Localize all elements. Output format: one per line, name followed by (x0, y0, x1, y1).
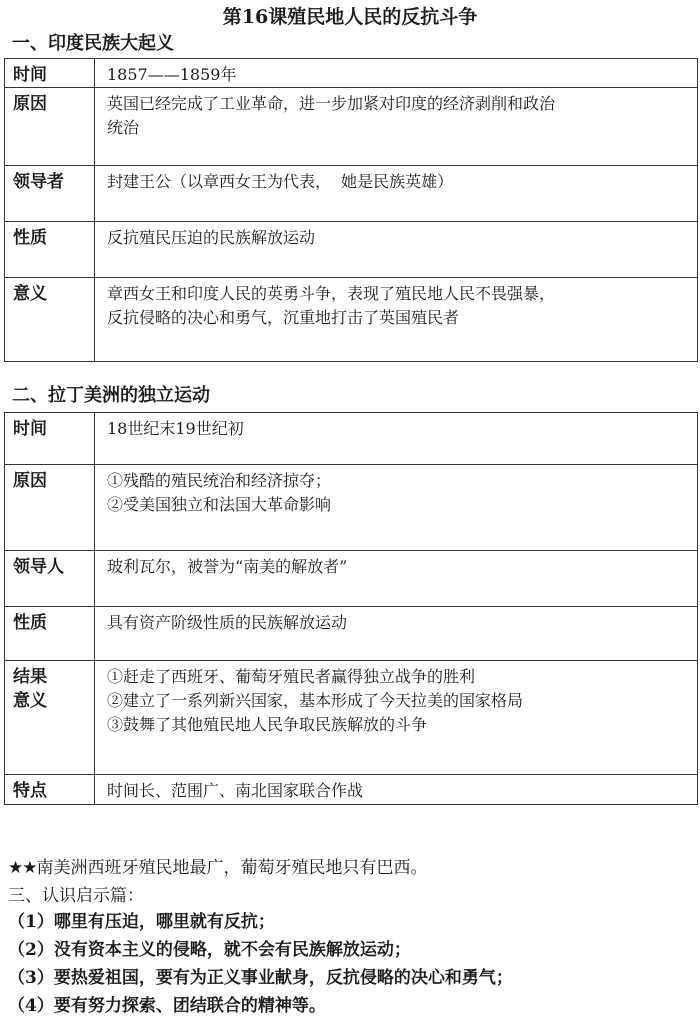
table-row (5, 88, 698, 166)
row-value-cause: ①残酷的殖民统治和经济掠夺； ②受美国独立和法国大革命影响 (95, 465, 698, 551)
latin-america-table (4, 412, 698, 805)
row-value-nature: 反抗殖民压迫的民族解放运动 (95, 222, 698, 278)
india-uprising-table (4, 58, 698, 362)
table-row (5, 661, 698, 775)
table-row (5, 222, 698, 278)
row-value-time: 1857——1859年 (95, 59, 698, 88)
star-icon: ★★ (8, 858, 37, 878)
row-value-time: 18世纪末19世纪初 (95, 413, 698, 465)
row-key-cause: 原因 (5, 465, 95, 551)
row-key-leader: 领导人 (5, 551, 95, 607)
row-key-nature: 性质 (5, 607, 95, 661)
row-value-significance: 章西女王和印度人民的英勇斗争，表现了殖民地人民不畏强暴， 反抗侵略的决心和勇气，沉重地打击了英国殖民者 (95, 278, 698, 362)
row-key-result-significance: 结果 意义 (5, 661, 95, 775)
row-value-features: 时间长、范围广、南北国家联合作战 (95, 775, 698, 805)
page-title: 第16课殖民地人民的反抗斗争 (222, 6, 478, 28)
table-row (5, 551, 698, 607)
row-value-cause: 英国已经完成了工业革命，进一步加紧对印度的经济剥削和政治 统治 (95, 88, 698, 166)
row-value-leader: 封建王公（以章西女王为代表， 她是民族英雄） (95, 166, 698, 222)
row-key-time: 时间 (5, 59, 95, 88)
table-row (5, 775, 698, 805)
row-value-leader: 玻利瓦尔，被誉为“南美的解放者” (95, 551, 698, 607)
insight-item-1: （1）哪里有压迫，哪里就有反抗； (8, 912, 275, 932)
section-1-heading: 一、印度民族大起义 (12, 33, 174, 54)
row-key-leader: 领导者 (5, 166, 95, 222)
insight-item-4: （4）要有努力探索、团结联合的精神等。 (8, 996, 326, 1016)
row-value-nature: 具有资产阶级性质的民族解放运动 (95, 607, 698, 661)
row-key-nature: 性质 (5, 222, 95, 278)
table-row (5, 465, 698, 551)
section-3-heading: 三、认识启示篇： (8, 886, 144, 906)
insight-item-3: （3）要热爱祖国，要有为正义事业献身，反抗侵略的决心和勇气； (8, 968, 513, 988)
table-row (5, 278, 698, 362)
row-key-time: 时间 (5, 413, 95, 465)
insight-item-2: （2）没有资本主义的侵略，就不会有民族解放运动； (8, 940, 411, 960)
row-key-cause: 原因 (5, 88, 95, 166)
table-row (5, 607, 698, 661)
star-note-text: 南美洲西班牙殖民地最广，葡萄牙殖民地只有巴西。 (36, 858, 428, 878)
row-value-result-significance: ①赶走了西班牙、葡萄牙殖民者赢得独立战争的胜利 ②建立了一系列新兴国家，基本形成了今天拉美的国家格局 ③鼓舞了其他殖民地人民争取民族解放的斗争 (95, 661, 698, 775)
table-row (5, 413, 698, 465)
table-row (5, 166, 698, 222)
section-2-heading: 二、拉丁美洲的独立运动 (12, 385, 210, 406)
star-note (8, 856, 694, 880)
table-row (5, 59, 698, 88)
row-key-features: 特点 (5, 775, 95, 805)
row-key-significance: 意义 (5, 278, 95, 362)
